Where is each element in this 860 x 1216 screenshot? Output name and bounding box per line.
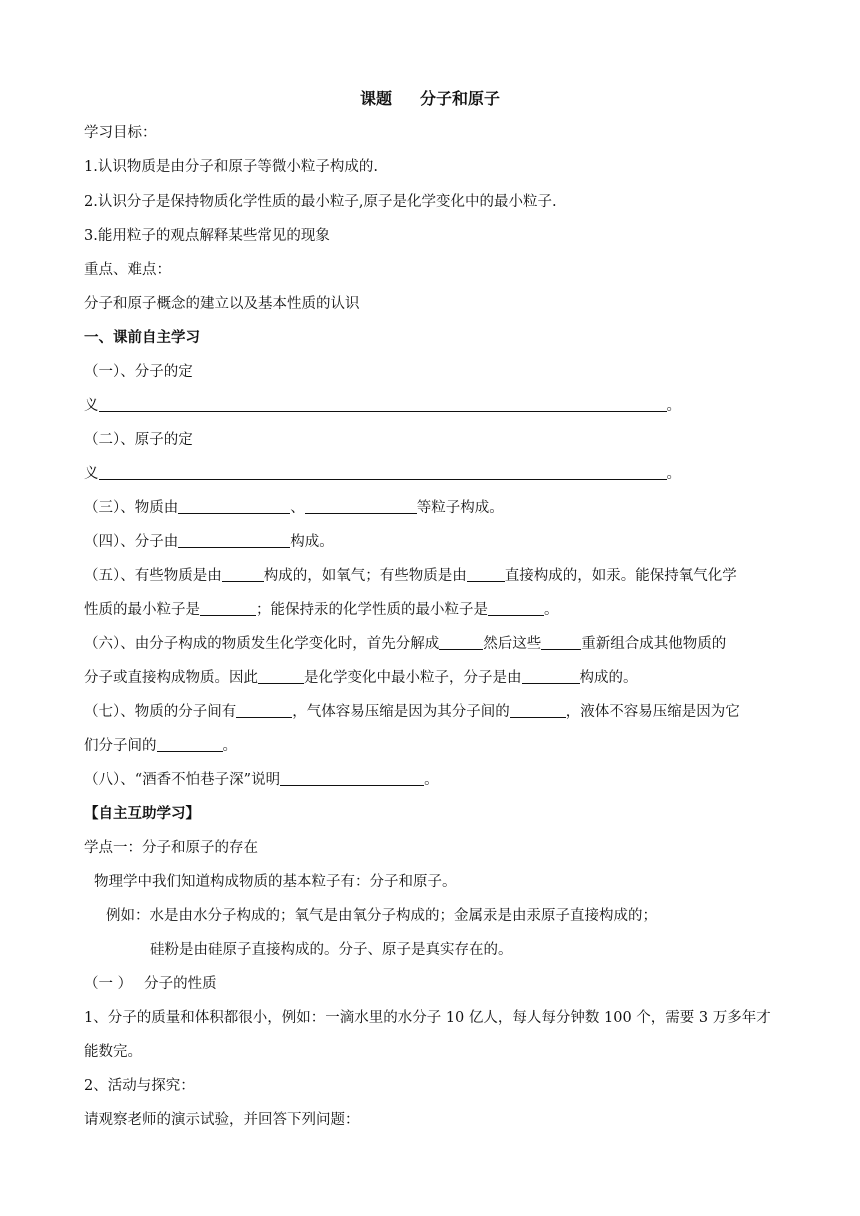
q8-text-b: 。	[424, 772, 439, 788]
q6-text-f: 构成的。	[579, 670, 638, 686]
q3-blank-2[interactable]	[305, 499, 417, 514]
q5-blank-2[interactable]	[467, 567, 505, 582]
q7-line1	[84, 702, 784, 722]
q8-blank[interactable]	[280, 771, 424, 786]
q7-text-c: ，液体不容易压缩是因为它	[565, 704, 740, 720]
q6-blank-1[interactable]	[439, 635, 483, 650]
section2-heading: 【自主互助学习】	[84, 806, 200, 822]
q3-line	[84, 498, 784, 518]
q5-text-d: 性质的最小粒子是	[84, 602, 200, 618]
q5-text-a: （五）、有些物质是由	[84, 568, 222, 584]
focus-heading: 重点、难点：	[84, 262, 171, 278]
point1-heading: 学点一：分子和原子的存在	[84, 840, 258, 856]
q6-blank-4[interactable]	[522, 669, 580, 684]
q6-blank-3[interactable]	[258, 669, 304, 684]
q4-line	[84, 532, 784, 552]
q7-line2	[84, 736, 784, 756]
page-title	[0, 86, 860, 109]
q4-blank[interactable]	[178, 533, 290, 548]
q5-blank-1[interactable]	[222, 567, 264, 582]
objective-2: 2.认识分子是保持物质化学性质的最小粒子,原子是化学变化中的最小粒子.	[84, 194, 557, 210]
paragraph-3: 硅粉是由硅原子直接构成的。分子、原子是真实存在的。	[150, 942, 513, 958]
q1-answer-blank[interactable]	[99, 397, 667, 412]
q5-text-b: 构成的，如氧气；有些物质是由	[263, 568, 467, 584]
objective-3: 3.能用粒子的观点解释某些常见的现象	[84, 228, 330, 244]
q5-line1	[84, 566, 784, 586]
q1-prefix: 义	[84, 398, 99, 414]
sub1-number: （一 ）	[84, 976, 133, 992]
q7-text-b: ，气体容易压缩是因为其分子间的	[292, 704, 510, 720]
title-topic: 分子和原子	[420, 89, 501, 108]
q3-blank-1[interactable]	[178, 499, 290, 514]
objective-1: 1.认识物质是由分子和原子等微小粒子构成的.	[84, 159, 378, 175]
paragraph-2: 例如：水是由水分子构成的；氧气是由氧分子构成的；金属汞是由汞原子直接构成的；	[106, 908, 657, 924]
q5-text-e: ；能保持汞的化学性质的最小粒子是	[256, 602, 488, 618]
q2-line1: （二）、原子的定	[84, 432, 193, 448]
q5-text-f: 。	[544, 602, 559, 618]
q6-text-e: 是化学变化中最小粒子，分子是由	[304, 670, 522, 686]
q8-line	[84, 770, 784, 790]
q6-blank-2[interactable]	[541, 635, 581, 650]
q1-line2	[84, 396, 784, 416]
q4-text-a: （四）、分子由	[84, 534, 179, 550]
q1-line1: （一）、分子的定	[84, 364, 193, 380]
q7-text-e: 。	[222, 738, 237, 754]
q8-text-a: （八）、“酒香不怕巷子深”说明	[84, 772, 281, 788]
q3-text-b: 、	[290, 500, 305, 516]
q1-end: 。	[666, 398, 681, 414]
q6-text-c: 重新组合成其他物质的	[581, 636, 727, 652]
q6-line1	[84, 634, 784, 654]
q5-blank-4[interactable]	[488, 601, 544, 616]
q2-line2	[84, 464, 784, 484]
q5-text-c: 直接构成的，如汞。能保持氧气化学	[504, 568, 737, 584]
q6-line2	[84, 668, 784, 688]
item2-line: 2、活动与探究：	[84, 1078, 195, 1094]
paragraph-1: 物理学中我们知道构成物质的基本粒子有：分子和原子。	[94, 874, 457, 890]
section1-heading: 一、课前自主学习	[84, 330, 200, 346]
item3-line: 请观察老师的演示试验，并回答下列问题：	[84, 1112, 360, 1128]
q5-blank-3[interactable]	[200, 601, 256, 616]
sub1-heading	[84, 974, 784, 994]
focus-text: 分子和原子概念的建立以及基本性质的认识	[84, 296, 360, 312]
q3-text-c: 等粒子构成。	[416, 500, 504, 516]
q7-blank-2[interactable]	[510, 703, 566, 718]
q7-blank-3[interactable]	[157, 737, 223, 752]
objectives-heading: 学习目标：	[84, 125, 157, 141]
q6-text-b: 然后这些	[483, 636, 542, 652]
q3-text-a: （三）、物质由	[84, 500, 179, 516]
title-label: 课题	[359, 89, 392, 108]
q6-text-d: 分子或直接构成物质。因此	[84, 670, 258, 686]
q4-text-b: 构成。	[290, 534, 334, 550]
item1-line1: 1、分子的质量和体积都很小，例如：一滴水里的水分子 10 亿人，每人每分钟数 100 个，需要 3 万多年才	[84, 1010, 771, 1026]
sub1-title: 分子的性质	[144, 976, 217, 992]
q7-text-a: （七）、物质的分子间有	[84, 704, 237, 720]
q5-line2	[84, 600, 784, 620]
q2-answer-blank[interactable]	[99, 465, 667, 480]
q2-end: 。	[666, 466, 681, 482]
q7-blank-1[interactable]	[236, 703, 292, 718]
item1-line2: 能数完。	[84, 1044, 142, 1060]
q7-text-d: 们分子间的	[84, 738, 157, 754]
q6-text-a: （六）、由分子构成的物质发生化学变化时，首先分解成	[84, 636, 440, 652]
q2-prefix: 义	[84, 466, 99, 482]
